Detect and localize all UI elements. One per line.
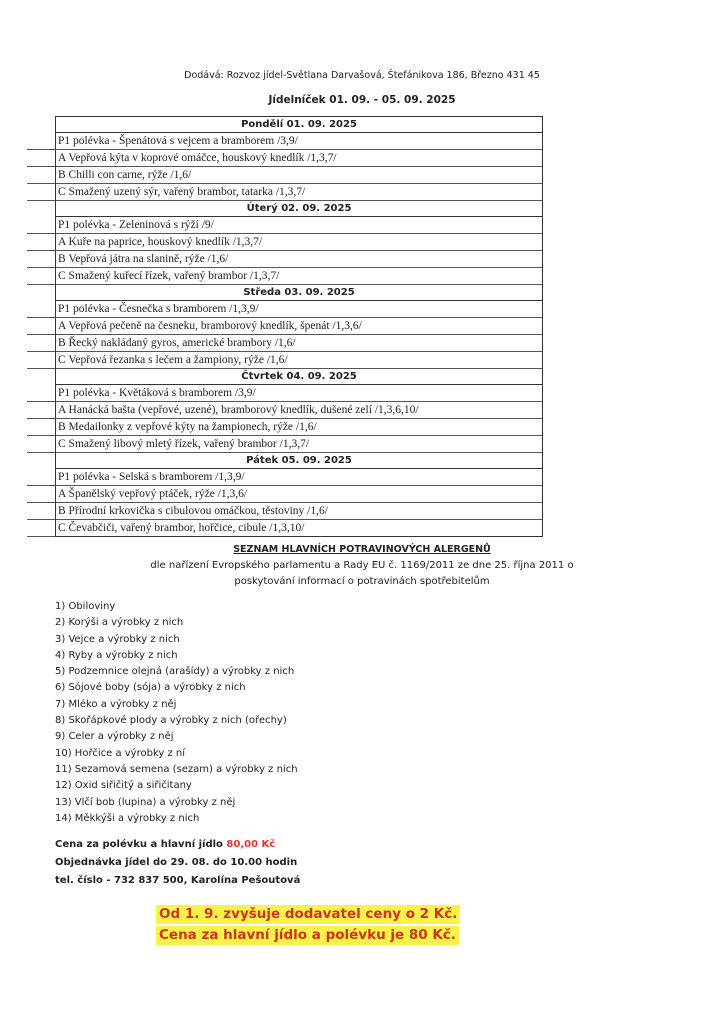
meal-row-b: B Přírodní krkovička s cibulovou omáčkou, těstoviny /1,6/	[56, 503, 542, 520]
soup-row: P1 polévka - Špenátová s vejcem a bramborem /3,9/	[56, 133, 542, 150]
allergen-list	[55, 599, 298, 827]
supplier-info: Dodává: Rozvoz jídel-Světlana Darvašová, Štefánikova 186, Březno 431 45	[184, 70, 540, 81]
allergen-item: 11) Sezamová semena (sezam) a výrobky z nich	[55, 763, 298, 775]
menu-title: Jídelníček 01. 09. - 05. 09. 2025	[268, 94, 456, 106]
price-increase-notice: Od 1. 9. zvyšuje dodavatel ceny o 2 Kč.	[156, 905, 460, 924]
menu-table	[55, 116, 543, 537]
allergen-item: 8) Skořápkové plody a výrobky z nich (ořechy)	[55, 715, 287, 727]
allergen-item: 4) Ryby a výrobky z nich	[55, 649, 178, 661]
day-block-thursday	[56, 369, 542, 453]
meal-row-c: C Čevabčiči, vařený brambor, hořčice, cibule /1,3,10/	[56, 520, 542, 536]
soup-row: P1 polévka - Česnečka s bramborem /1,3,9/	[56, 301, 542, 318]
meal-row-b: B Medailonky z vepřové kýty na žampionech, rýže /1,6/	[56, 419, 542, 436]
soup-row: P1 polévka - Selská s bramborem /1,3,9/	[56, 469, 542, 486]
allergen-item: 7) Mléko a výrobky z něj	[55, 698, 177, 710]
allergen-item: 6) Sójové boby (sója) a výrobky z nich	[55, 682, 246, 694]
allergen-title: SEZNAM HLAVNÍCH POTRAVINOVÝCH ALERGENŮ	[233, 544, 491, 555]
day-block-monday	[56, 117, 542, 201]
order-deadline: Objednávka jídel do 29. 08. do 10.00 hodin	[55, 857, 298, 868]
meal-row-a: A Španělský vepřový ptáček, rýže /1,3,6/	[56, 486, 542, 503]
day-heading: Úterý 02. 09. 2025	[56, 201, 542, 217]
meal-row-b: B Chilli con carne, rýže /1,6/	[56, 167, 542, 184]
meal-row-a: A Vepřová pečeně na česneku, bramborový knedlík, špenát /1,3,6/	[56, 318, 542, 335]
allergen-item: 9) Celer a výrobky z něj	[55, 731, 174, 743]
allergen-item: 2) Korýši a výrobky z nich	[55, 617, 184, 629]
meal-row-b: B Vepřová játra na slanině, rýže /1,6/	[56, 251, 542, 268]
allergen-item: 1) Obiloviny	[55, 601, 116, 612]
soup-row: P1 polévka - Květáková s bramborem /3,9/	[56, 385, 542, 402]
meal-row-a: A Hanácká bašta (vepřové, uzené), bramborový knedlík, dušené zelí /1,3,6,10/	[56, 402, 542, 419]
day-heading: Čtvrtek 04. 09. 2025	[56, 369, 542, 385]
day-heading: Středa 03. 09. 2025	[56, 285, 542, 301]
price-info	[55, 839, 275, 850]
soup-row: P1 polévka - Zeleninová s rýží /9/	[56, 217, 542, 234]
meal-row-a: A Kuře na paprice, houskový knedlík /1,3,7/	[56, 234, 542, 251]
day-heading: Pondělí 01. 09. 2025	[56, 117, 542, 133]
meal-row-a: A Vepřová kýta v koprové omáčce, houskový knedlík /1,3,7/	[56, 150, 542, 167]
allergen-item: 10) Hořčice a výrobky z ní	[55, 747, 186, 759]
meal-row-c: C Smažený uzený sýr, vařený brambor, tatarka /1,3,7/	[56, 184, 542, 201]
day-block-tuesday	[56, 201, 542, 285]
day-heading: Pátek 05. 09. 2025	[56, 453, 542, 469]
contact-phone: tel. číslo - 732 837 500, Karolína Pešoutová	[55, 875, 301, 886]
meal-row-c: C Smažený kuřecí řízek, vařený brambor /1,3,7/	[56, 268, 542, 285]
price-value: 80,00 Kč	[226, 839, 276, 850]
meal-row-c: C Vepřová řezanka s lečem a žampiony, rýže /1,6/	[56, 352, 542, 369]
allergen-item: 3) Vejce a výrobky z nich	[55, 633, 180, 645]
day-block-friday	[56, 453, 542, 536]
allergen-item: 5) Podzemnice olejná (arašídy) a výrobky z nich	[55, 666, 295, 678]
price-label: Cena za polévku a hlavní jídlo	[55, 839, 223, 850]
allergen-item: 13) Vlčí bob (lupina) a výrobky z něj	[55, 796, 236, 808]
new-price-notice: Cena za hlavní jídlo a polévku je 80 Kč.	[156, 926, 459, 945]
allergen-item: 12) Oxid siřičitý a siřičitany	[55, 780, 192, 792]
allergen-item: 14) Měkkýši a výrobky z nich	[55, 812, 200, 824]
meal-row-c: C Smažený libový mletý řízek, vařený brambor /1,3,7/	[56, 436, 542, 453]
allergen-subtitle-line1: dle nařízení Evropského parlamentu a Rady EU č. 1169/2011 ze dne 25. října 2011 o	[150, 560, 574, 571]
meal-row-b: B Řecký nakládaný gyros, americké brambory /1,6/	[56, 335, 542, 352]
day-block-wednesday	[56, 285, 542, 369]
allergen-subtitle-line2: poskytování informací o potravinách spotřebitelům	[234, 576, 490, 587]
